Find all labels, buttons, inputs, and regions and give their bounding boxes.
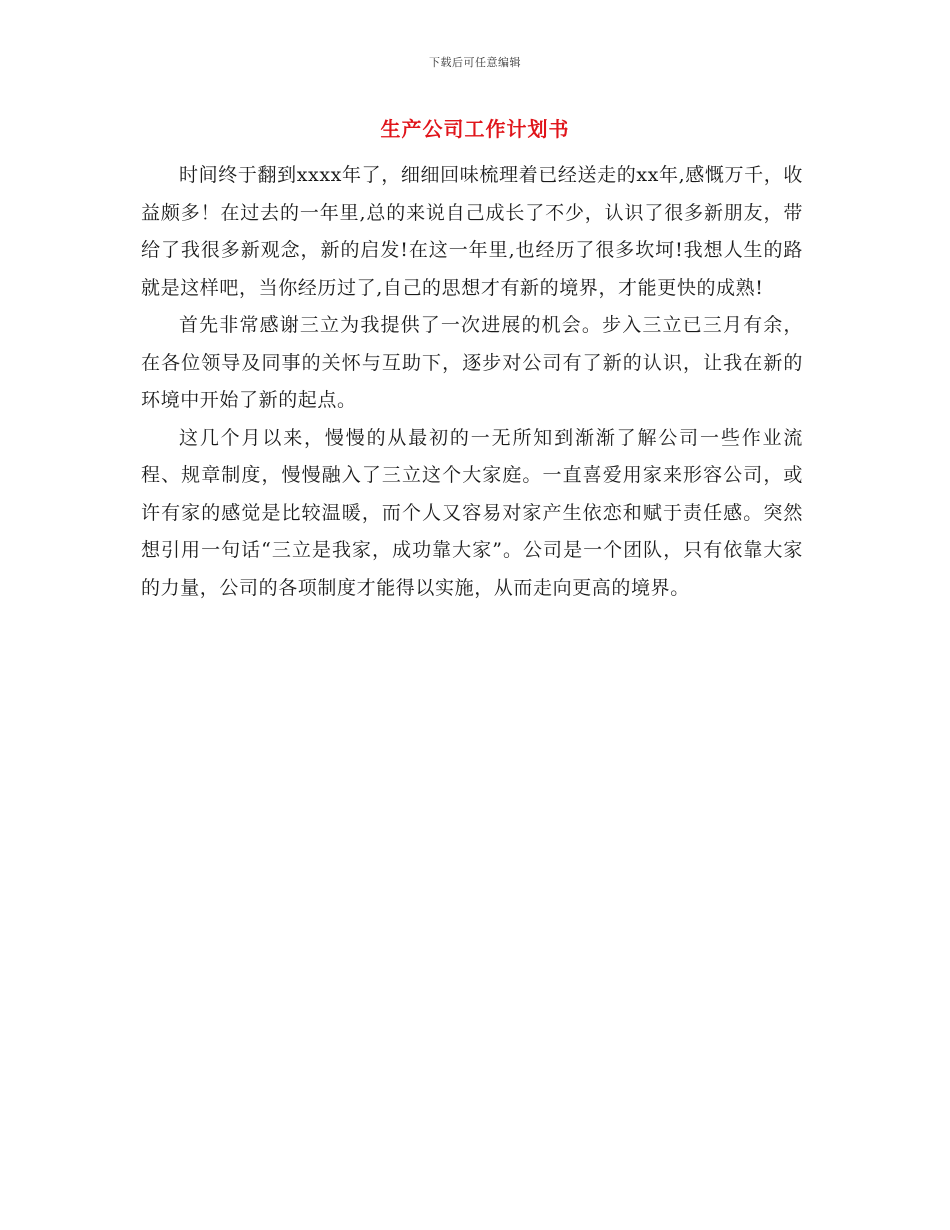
document-title: 生产公司工作计划书: [380, 117, 570, 141]
paragraph-1: 时间终于翻到xxxx年了，细细回味梳理着已经送走的xx年,感慨万千，收益颇多！在过去的一年里,总的来说自己成长了不少，认识了很多新朋友，带给了我很多新观念，新的启发!在这一年里,也经历了很多坎坷!我想人生的路就是这样吧，当你经历过了,自己的思想才有新的境界，才能更快的成熟!: [141, 164, 803, 299]
paragraph-3: 这几个月以来，慢慢的从最初的一无所知到渐渐了解公司一些作业流程、规章制度，慢慢融入了三立这个大家庭。一直喜爱用家来形容公司，或许有家的感觉是比较温暖，而个人又容易对家产生依恋和赋于责任感。突然想引用一句话“三立是我家，成功靠大家”。公司是一个团队，只有依靠大家的力量，公司的各项制度才能得以实施，从而走向更高的境界。: [141, 426, 803, 599]
download-note: 下载后可任意编辑: [429, 56, 521, 69]
paragraph-2: 首先非常感谢三立为我提供了一次进展的机会。步入三立已三月有余，在各位领导及同事的关怀与互助下，逐步对公司有了新的认识，让我在新的环境中开始了新的起点。: [141, 314, 803, 411]
document-body: [141, 157, 803, 607]
